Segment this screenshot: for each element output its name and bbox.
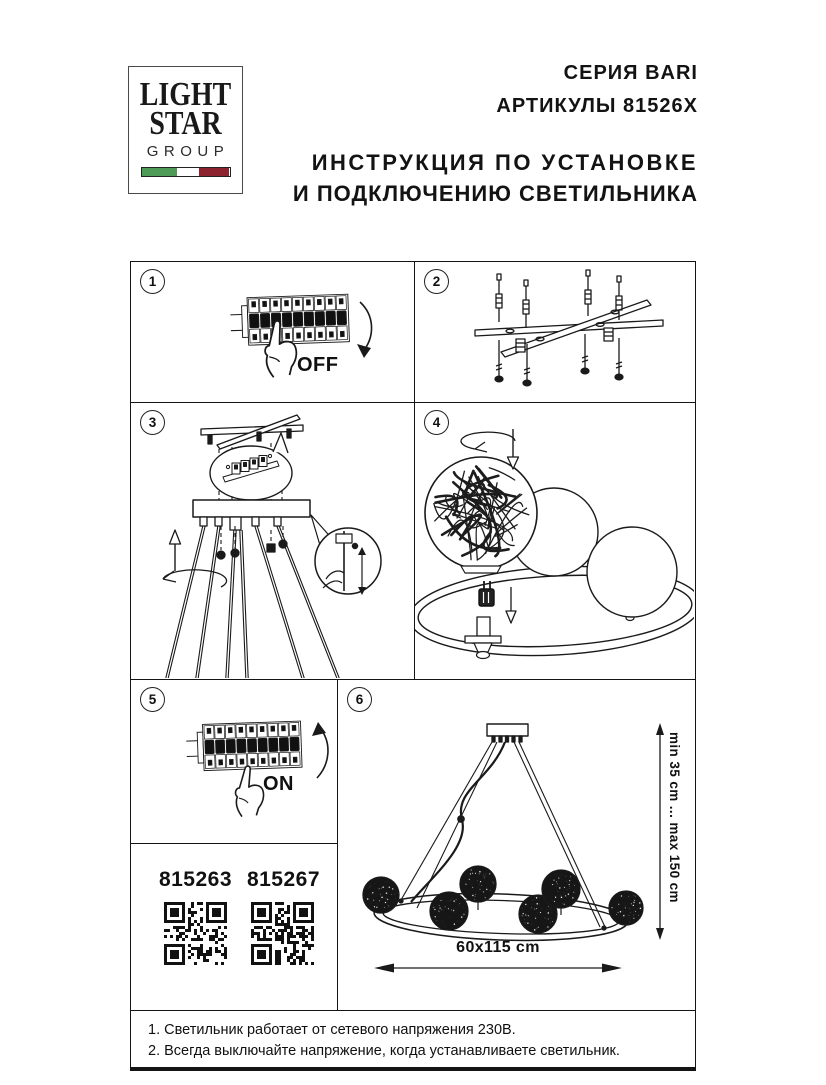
flag-white [177,168,199,176]
canopy-mounting-drawing [131,403,413,678]
article-number-left: 815263 [158,868,233,891]
article-number-right: 815267 [246,868,321,891]
chandelier-drawing [338,680,694,1009]
shade-bulb-drawing [415,403,694,678]
width-dimension-label: 60x115 cm [456,939,540,956]
step-5-panel [130,679,338,844]
note-line-1: 1. Светильник работает от сетевого напряжения 230В. [148,1022,516,1038]
logo-group: GROUP [146,143,230,160]
articles-title: АРТИКУЛЫ 81526X [496,95,698,117]
instruction-title-line1: ИНСТРУКЦИЯ ПО УСТАНОВКЕ [311,150,698,175]
logo-light: LIGHT [139,76,232,113]
step-1-number: 1 [140,269,165,294]
step-5-number: 5 [140,687,165,712]
lightstar-logo [128,66,243,194]
qr-code-right [251,902,314,965]
step-6-number: 6 [347,687,372,712]
italian-flag-bar [141,167,231,177]
header-text [293,62,698,207]
instruction-title-line2: И ПОДКЛЮЧЕНИЮ СВЕТИЛЬНИКА [292,181,698,206]
note-line-2: 2. Всегда выключайте напряжение, когда устанавливаете светильник. [148,1043,620,1059]
step-2-number: 2 [424,269,449,294]
on-label: ON [263,773,294,795]
qr-code-left [164,902,227,965]
notes-box [130,1010,696,1071]
step-4-panel [414,402,696,680]
step-4-number: 4 [424,410,449,435]
qr-panel [130,843,338,1011]
breaker-off-drawing [131,262,413,401]
flag-red [199,168,230,176]
bracket-screws-drawing [415,262,694,401]
logo-star: STAR [149,105,222,142]
height-dimension-label: min 35 cm ... max 150 cm [667,732,682,903]
step-2-panel [414,261,696,403]
step-1-panel [130,261,415,403]
step-3-panel [130,402,415,680]
series-title: СЕРИЯ BARI [563,62,698,84]
flag-green [142,168,177,176]
step-6-panel [337,679,696,1011]
off-label: OFF [297,354,339,376]
step-3-number: 3 [140,410,165,435]
